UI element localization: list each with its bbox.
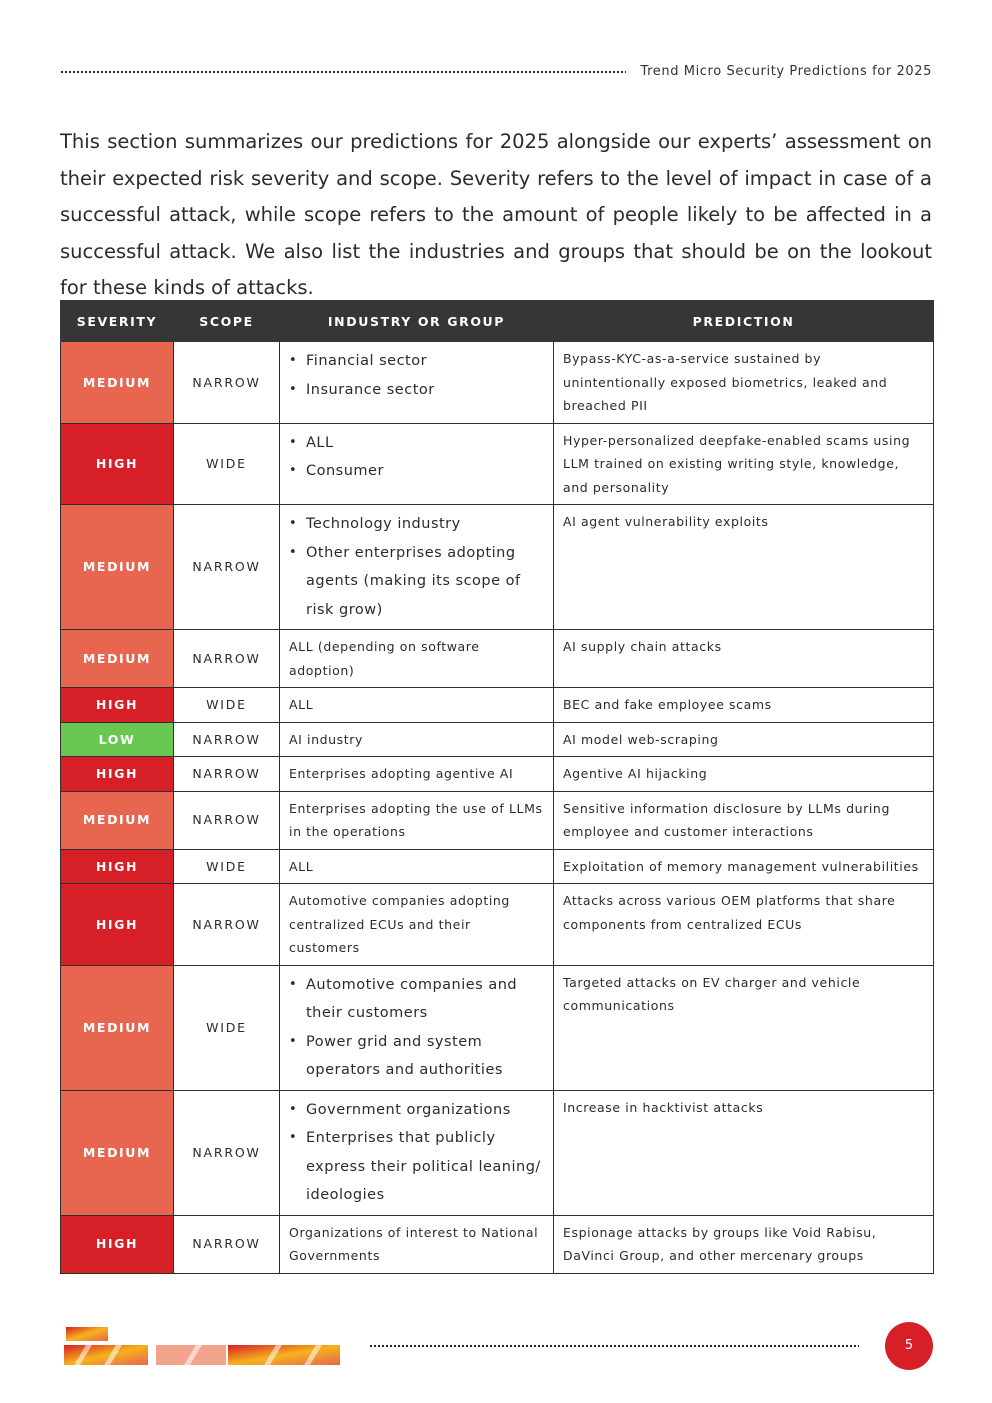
industry-text: ALL (depending on software adoption): [289, 639, 480, 678]
industry-cell: [280, 722, 554, 757]
table-row: [61, 1090, 934, 1215]
table-row: [61, 423, 934, 505]
industry-text: Enterprises adopting the use of LLMs in the operations: [289, 800, 543, 839]
industry-list-item: • ALL: [289, 429, 544, 458]
severity-cell: HIGH: [61, 423, 174, 505]
industry-list-item: • Government organizations: [289, 1096, 544, 1125]
intro-paragraph: This section summarizes our predictions for 2025 alongside our experts’ assessment on their expected risk severity and scope. Severity refers to the level of impact in case of a successful attack, while scope refers to the amount of people likely to be affected in a successful attack. We also list the industries and groups that should be on the lookout for these kinds of attacks.: [60, 130, 932, 299]
industry-text: Organizations of interest to National Governments: [289, 1224, 539, 1263]
industry-list-item: • Financial sector: [289, 347, 544, 376]
industry-text: Enterprises adopting agentive AI: [289, 766, 514, 781]
industry-cell: [280, 423, 554, 505]
table-row: [61, 722, 934, 757]
scope-cell: NARROW: [174, 505, 280, 630]
prediction-cell: Bypass-KYC-as-a-service sustained by unintentionally exposed biometrics, leaked and breached PII: [554, 342, 934, 424]
industry-cell: [280, 1215, 554, 1273]
scope-cell: WIDE: [174, 423, 280, 505]
industry-list-item: • Consumer: [289, 457, 544, 486]
prediction-cell: Exploitation of memory management vulnerabilities: [554, 849, 934, 884]
table-row: [61, 791, 934, 849]
scope-cell: NARROW: [174, 1215, 280, 1273]
page-number-badge: 5: [885, 1322, 933, 1370]
prediction-cell: AI agent vulnerability exploits: [554, 505, 934, 630]
scope-cell: NARROW: [174, 757, 280, 792]
table-row: [61, 688, 934, 723]
industry-list: [289, 510, 544, 624]
scope-cell: NARROW: [174, 722, 280, 757]
table-body: [61, 342, 934, 1274]
industry-list: [289, 971, 544, 1085]
table-row: [61, 757, 934, 792]
header-dotted-rule: [60, 70, 626, 74]
scope-cell: NARROW: [174, 630, 280, 688]
scope-cell: WIDE: [174, 688, 280, 723]
table-row: [61, 849, 934, 884]
industry-cell: [280, 884, 554, 966]
prediction-cell: Espionage attacks by groups like Void Rabisu, DaVinci Group, and other mercenary groups: [554, 1215, 934, 1273]
table-row: [61, 884, 934, 966]
table-row: [61, 342, 934, 424]
severity-cell: MEDIUM: [61, 1090, 174, 1215]
industry-list-item: • Power grid and system operators and authorities: [289, 1028, 544, 1085]
prediction-cell: Sensitive information disclosure by LLMs during employee and customer interactions: [554, 791, 934, 849]
industry-list: [289, 1096, 544, 1210]
predictions-table: [60, 300, 934, 1274]
severity-cell: HIGH: [61, 688, 174, 723]
severity-column-header: SEVERITY: [61, 301, 174, 342]
document-title: Trend Micro Security Predictions for 2025: [640, 64, 932, 79]
industry-list-item: • Automotive companies and their customers: [289, 971, 544, 1028]
industry-text: ALL: [289, 858, 314, 874]
scope-cell: WIDE: [174, 849, 280, 884]
trend-micro-logo: [64, 1325, 340, 1367]
industry-cell: [280, 849, 554, 884]
table-row: [61, 1215, 934, 1273]
prediction-cell: Agentive AI hijacking: [554, 757, 934, 792]
table-row: [61, 630, 934, 688]
severity-cell: MEDIUM: [61, 791, 174, 849]
footer-dotted-rule: [369, 1344, 859, 1348]
severity-cell: MEDIUM: [61, 342, 174, 424]
severity-cell: LOW: [61, 722, 174, 757]
industry-cell: [280, 630, 554, 688]
prediction-cell: BEC and fake employee scams: [554, 688, 934, 723]
industry-list-item: • Enterprises that publicly express their political leaning/ ideologies: [289, 1124, 544, 1210]
industry-cell: [280, 757, 554, 792]
prediction-column-header: PREDICTION: [554, 301, 934, 342]
severity-cell: MEDIUM: [61, 965, 174, 1090]
table-header-row: [61, 301, 934, 342]
severity-cell: MEDIUM: [61, 505, 174, 630]
prediction-cell: Hyper-personalized deepfake-enabled scams using LLM trained on existing writing style, knowledge, and personality: [554, 423, 934, 505]
scope-cell: NARROW: [174, 791, 280, 849]
prediction-cell: AI supply chain attacks: [554, 630, 934, 688]
industry-list-item: • Insurance sector: [289, 376, 544, 405]
industry-text: AI industry: [289, 731, 364, 747]
scope-column-header: SCOPE: [174, 301, 280, 342]
prediction-cell: AI model web-scraping: [554, 722, 934, 757]
industry-cell: [280, 1090, 554, 1215]
industry-list: [289, 429, 544, 486]
prediction-cell: Increase in hacktivist attacks: [554, 1090, 934, 1215]
prediction-cell: Attacks across various OEM platforms that share components from centralized ECUs: [554, 884, 934, 966]
industry-text: Automotive companies adopting centralized ECUs and their customers: [289, 893, 510, 955]
industry-list: [289, 347, 544, 404]
industry-list-item: • Other enterprises adopting agents (making its scope of risk grow): [289, 539, 544, 625]
industry-text: ALL: [289, 697, 314, 712]
industry-cell: [280, 342, 554, 424]
industry-cell: [280, 791, 554, 849]
scope-cell: NARROW: [174, 1090, 280, 1215]
severity-cell: HIGH: [61, 757, 174, 792]
table-row: [61, 965, 934, 1090]
scope-cell: WIDE: [174, 965, 280, 1090]
industry-cell: [280, 505, 554, 630]
severity-cell: HIGH: [61, 849, 174, 884]
industry-list-item: • Technology industry: [289, 510, 544, 539]
table-row: [61, 505, 934, 630]
industry-column-header: INDUSTRY OR GROUP: [280, 301, 554, 342]
scope-cell: NARROW: [174, 884, 280, 966]
severity-cell: HIGH: [61, 1215, 174, 1273]
prediction-cell: Targeted attacks on EV charger and vehicle communications: [554, 965, 934, 1090]
severity-cell: HIGH: [61, 884, 174, 966]
industry-cell: [280, 688, 554, 723]
severity-cell: MEDIUM: [61, 630, 174, 688]
industry-cell: [280, 965, 554, 1090]
scope-cell: NARROW: [174, 342, 280, 424]
